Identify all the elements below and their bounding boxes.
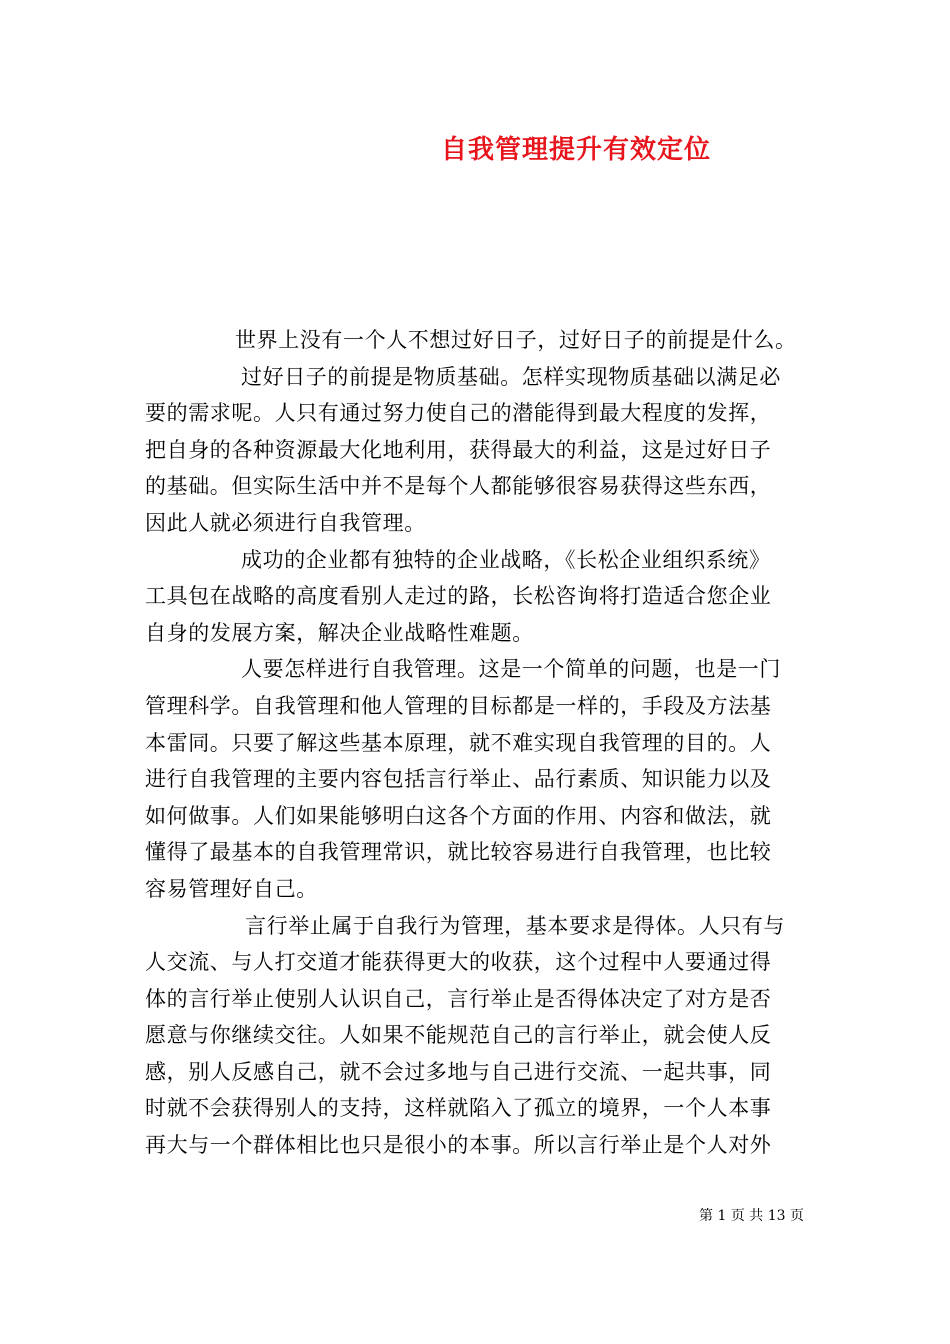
body-line: 因此人就必须进行自我管理。 <box>145 510 426 535</box>
body-line: 懂得了最基本的自我管理常识，就比较容易进行自我管理，也比较 <box>145 840 772 865</box>
body-line: 如何做事。人们如果能够明白这各个方面的作用、内容和做法，就 <box>145 803 772 828</box>
body-line: 容易管理好自己。 <box>145 876 318 901</box>
body-line: 进行自我管理的主要内容包括言行举止、品行素质、知识能力以及 <box>145 767 772 792</box>
document-body <box>145 322 808 1164</box>
document-title: 自我管理提升有效定位 <box>440 135 711 165</box>
body-line: 要的需求呢。人只有通过努力使自己的潜能得到最大程度的发挥， <box>145 401 772 426</box>
body-line: 愿意与你继续交往。人如果不能规范自己的言行举止，就会使人反 <box>145 1023 772 1048</box>
body-line: 世界上没有一个人不想过好日子，过好日子的前提是什么。 <box>235 328 797 352</box>
body-line: 本雷同。只要了解这些基本原理，就不难实现自我管理的目的。人 <box>145 730 772 755</box>
body-line: 人要怎样进行自我管理。这是一个简单的问题，也是一门 <box>241 657 781 682</box>
page-number-footer: 第 1 页 共 13 页 <box>699 1208 804 1224</box>
body-line: 言行举止属于自我行为管理，基本要求是得体。人只有与 <box>245 913 785 938</box>
body-line: 工具包在战略的高度看别人走过的路，长松咨询将打造适合您企业 <box>145 584 772 609</box>
body-line: 体的言行举止使别人认识自己，言行举止是否得体决定了对方是否 <box>145 986 772 1011</box>
body-line: 的基础。但实际生活中并不是每个人都能够很容易获得这些东西， <box>145 474 772 499</box>
body-line: 把自身的各种资源最大化地利用，获得最大的利益，这是过好日子 <box>145 437 772 462</box>
body-line: 自身的发展方案，解决企业战略性难题。 <box>145 620 534 645</box>
body-line: 管理科学。自我管理和他人管理的目标都是一样的，手段及方法基 <box>145 693 772 718</box>
body-line: 时就不会获得别人的支持，这样就陷入了孤立的境界，一个人本事 <box>145 1096 772 1121</box>
body-line: 过好日子的前提是物质基础。怎样实现物质基础以满足必 <box>241 364 781 389</box>
body-line: 人交流、与人打交道才能获得更大的收获，这个过程中人要通过得 <box>145 950 772 975</box>
body-line: 成功的企业都有独特的企业战略，《长松企业组织系统》 <box>241 547 771 572</box>
body-line: 感，别人反感自己，就不会过多地与自己进行交流、一起共事，同 <box>145 1059 772 1084</box>
body-line: 再大与一个群体相比也只是很小的本事。所以言行举止是个人对外 <box>145 1133 772 1158</box>
